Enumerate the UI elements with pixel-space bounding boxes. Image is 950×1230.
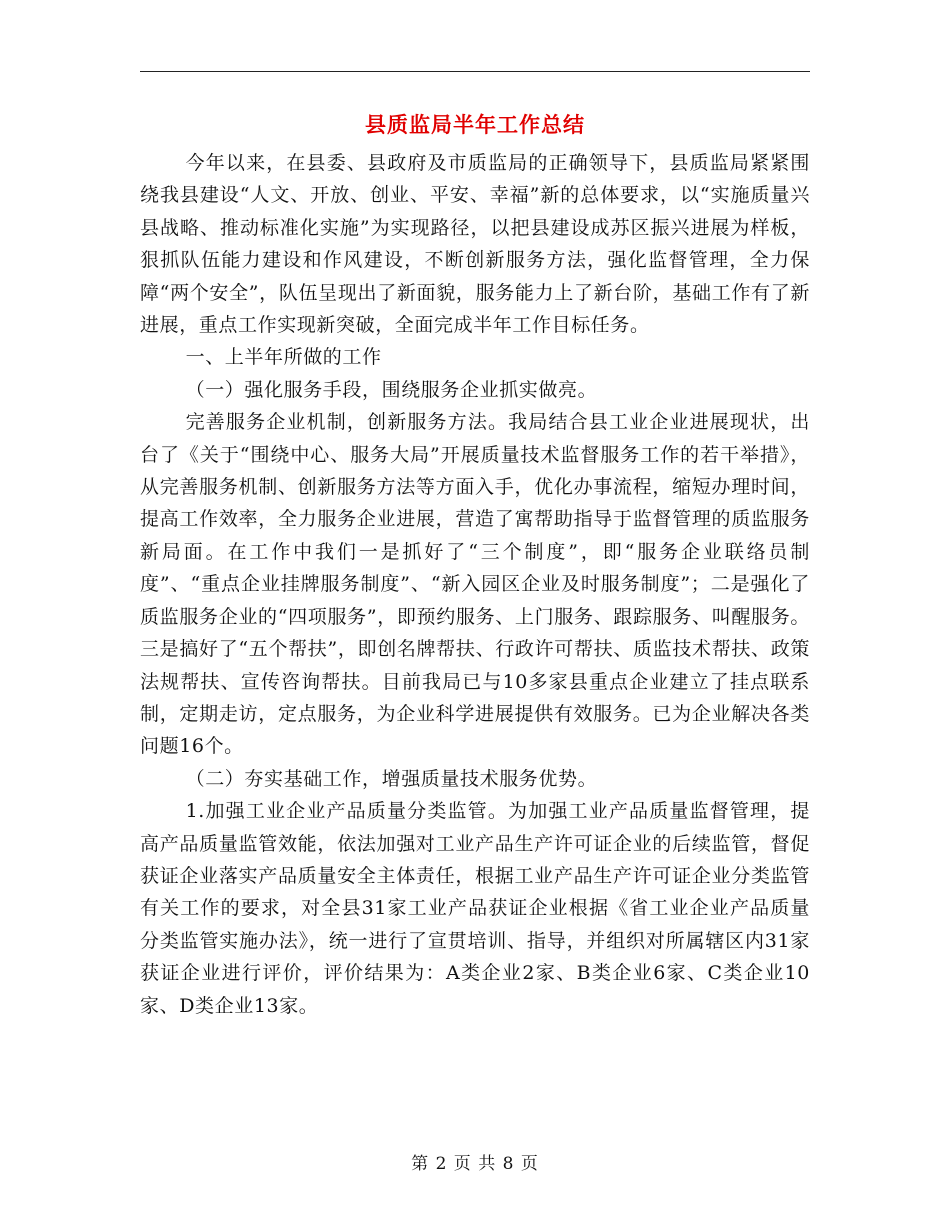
paragraph-quality-supervision: 1.加强工业企业产品质量分类监管。为加强工业产品质量监督管理，提高产品质量监管效能，依法加强对工业产品生产许可证企业的后续监管，督促获证企业落实产品质量安全主体责任，根据工业产品生产许可证企业分类监管有关工作的要求，对全县31家工业产品获证企业根据《省工业企业产品质量分类监管实施办法》，统一进行了宣贯培训、指导，并组织对所属辖区内31家获证企业进行评价，评价结果为：A类企业2家、B类企业6家、C类企业10家、D类企业13家。 (140, 800, 810, 1017)
paragraph-service: 完善服务企业机制，创新服务方法。我局结合县工业企业进展现状，出台了《关于“围绕中心、服务大局”开展质量技术监督服务工作的若干举措》，从完善服务机制、创新服务方法等方面入手，优化办事流程，缩短办理时间，提高工作效率，全力服务企业进展，营造了寓帮助指导于监督管理的质监服务新局面。在工作中我们一是抓好了“三个制度”，即“服务企业联络员制度”、“重点企业挂牌服务制度”、“新入园区企业及时服务制度”；二是强化了质监服务企业的“四项服务”，即预约服务、上门服务、跟踪服务、叫醒服务。三是搞好了“五个帮扶”，即创名牌帮扶、行政许可帮扶、质监技术帮扶、政策法规帮扶、宣传咨询帮扶。目前我局已与10多家县重点企业建立了挂点联系制，定期走访，定点服务，为企业科学进展提供有效服务。已为企业解决各类问题16个。 (140, 411, 810, 758)
header-rule (140, 71, 810, 72)
subheading-2: （二）夯实基础工作，增强质量技术服务优势。 (185, 767, 598, 790)
document-title: 县质监局半年工作总结 (365, 112, 585, 137)
heading-section-1: 一、上半年所做的工作 (185, 346, 382, 369)
page-number: 第 2 页 共 8 页 (411, 1154, 539, 1174)
document-body (140, 147, 810, 1022)
subheading-1: （一）强化服务手段，围绕服务企业抓实做亮。 (185, 378, 598, 401)
paragraph-intro: 今年以来，在县委、县政府及市质监局的正确领导下，县质监局紧紧围绕我县建设“人文、开放、创业、平安、幸福”新的总体要求，以“实施质量兴县战略、推动标准化实施”为实现路径，以把县建设成苏区振兴进展为样板，狠抓队伍能力建设和作风建设，不断创新服务方法，强化监督管理，全力保障“两个安全”，队伍呈现出了新面貌，服务能力上了新台阶，基础工作有了新进展，重点工作实现新突破，全面完成半年工作目标任务。 (140, 152, 810, 337)
